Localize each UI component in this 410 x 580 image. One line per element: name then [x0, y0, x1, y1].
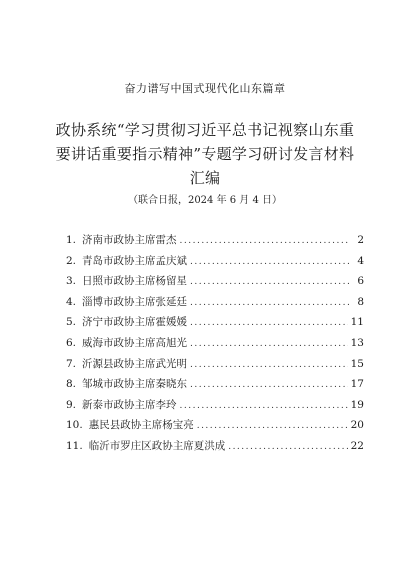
toc-entry[interactable]	[66, 356, 364, 377]
toc-number: 10.	[66, 419, 83, 432]
toc-number: 11.	[66, 439, 83, 452]
toc-leader-dots	[228, 442, 347, 452]
toc-leader-dots	[190, 318, 348, 328]
toc-page-number: 22	[350, 439, 364, 452]
toc-title: 日照市政协主席杨留星	[82, 275, 188, 288]
toc-title: 惠民县政协主席杨宝亮	[88, 419, 194, 432]
toc-title: 邹城市政协主席秦晓东	[82, 378, 188, 391]
toc-entry[interactable]	[66, 376, 364, 397]
toc-title: 淄博市政协主席张延廷	[82, 295, 188, 308]
toc-leader-dots	[180, 236, 349, 246]
title-line-1: 政协系统“学习贯彻习近平总书记视察山东重	[55, 121, 355, 139]
table-of-contents	[66, 232, 364, 459]
toc-leader-dots	[190, 360, 348, 370]
title-line-3: 汇编	[189, 169, 221, 187]
toc-leader-dots	[190, 339, 348, 349]
toc-title: 威海市政协主席高旭光	[82, 336, 188, 349]
toc-page-number: 8	[357, 295, 364, 308]
toc-page-number: 4	[357, 254, 364, 267]
toc-number: 9.	[66, 398, 77, 411]
toc-title: 济宁市政协主席霍媛媛	[82, 316, 188, 329]
toc-number: 3.	[66, 275, 77, 288]
toc-page-number: 6	[357, 275, 364, 288]
toc-title: 青岛市政协主席孟庆斌	[82, 254, 188, 267]
toc-number: 1.	[66, 234, 77, 246]
toc-leader-dots	[190, 277, 349, 287]
toc-leader-dots	[190, 298, 349, 308]
toc-page-number: 2	[357, 234, 364, 246]
toc-entry[interactable]	[66, 273, 364, 294]
toc-title: 济南市政协主席雷杰	[82, 234, 177, 246]
toc-entry[interactable]	[66, 253, 364, 274]
toc-page-number: 15	[350, 357, 364, 370]
toc-leader-dots	[197, 421, 348, 431]
toc-entry[interactable]	[66, 397, 364, 418]
toc-title: 临沂市罗庄区政协主席夏洪成	[88, 439, 226, 452]
source-note: （联合日报，2024 年 6 月 4 日）	[127, 195, 283, 206]
document-title	[40, 118, 370, 190]
toc-page-number: 17	[350, 378, 364, 391]
toc-entry[interactable]	[66, 335, 364, 356]
toc-leader-dots	[190, 257, 349, 267]
title-line-2: 要讲话重要指示精神”专题学习研讨发言材料	[55, 145, 355, 163]
toc-entry[interactable]	[66, 294, 364, 315]
toc-page-number: 13	[350, 336, 364, 349]
toc-entry[interactable]	[66, 438, 364, 459]
toc-page-number: 20	[350, 419, 364, 432]
toc-title: 沂源县政协主席武光明	[82, 357, 188, 370]
toc-title: 新泰市政协主席李玲	[82, 398, 177, 411]
toc-leader-dots	[190, 380, 348, 390]
toc-leader-dots	[180, 401, 348, 411]
toc-number: 7.	[66, 357, 77, 370]
toc-entry[interactable]	[66, 417, 364, 438]
series-heading: 奋力谱写中国式现代化山东篇章	[124, 82, 286, 95]
toc-number: 4.	[66, 295, 77, 308]
toc-entry[interactable]	[66, 232, 364, 253]
toc-number: 5.	[66, 316, 77, 329]
toc-number: 8.	[66, 378, 77, 391]
toc-page-number: 19	[350, 398, 364, 411]
toc-page-number: 11	[350, 316, 364, 329]
toc-number: 6.	[66, 336, 77, 349]
toc-number: 2.	[66, 254, 77, 267]
toc-entry[interactable]	[66, 314, 364, 335]
